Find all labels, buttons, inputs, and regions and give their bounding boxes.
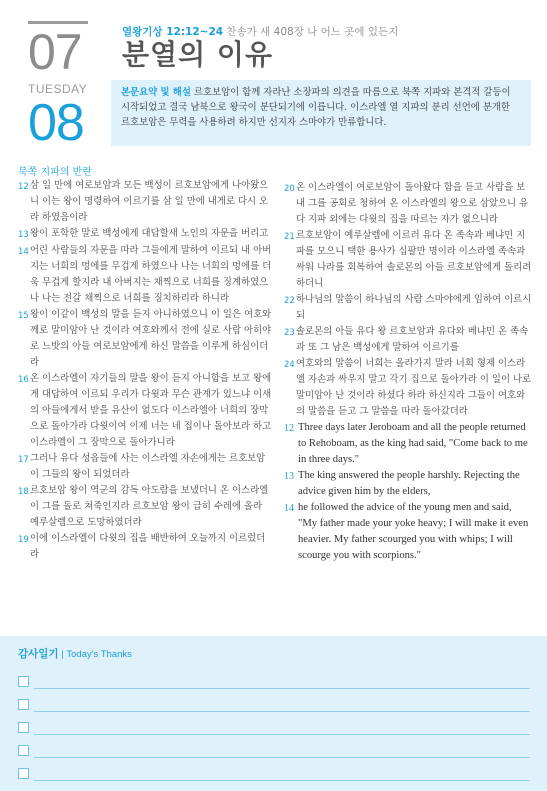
english-verse-text: The king answered the people harshly. Rejecting the advice given him by the elders,: [298, 470, 520, 497]
verse-text: 솔로몬의 아들 유다 왕 르호보암과 유다와 베냐민 온 족속과 또 그 남은 백성에게 말하여 이르기를: [296, 326, 529, 353]
verse-item: [18, 226, 272, 243]
verse-item: [284, 324, 532, 356]
verse-number: 18: [18, 487, 29, 497]
thanks-entry-row: [18, 676, 530, 690]
verse-text: 르호보암이 예루살렘에 이르러 유다 온 족속과 베냐민 지파를 모으니 택한 용사가 십팔만 명이라 이스라엘 족속과 싸워 나라를 회복하여 솔로몬의 아들 르호보암에게 돌리려 하더니: [296, 230, 532, 289]
thanks-write-line[interactable]: [34, 688, 530, 689]
verse-text: 여호와의 말씀이 너희는 올라가지 말라 너희 형제 이스라엘 자손과 싸우지 말고 각기 집으로 돌아가라 이 일이 나로 말미암아 난 것이라 하셨다 하라 하신지라 그들이 여호와의 말씀을 듣고 그 말씀을 따라 돌아갔더라: [296, 358, 532, 417]
thanks-write-line[interactable]: [34, 780, 530, 781]
verse-number: 14: [18, 247, 29, 257]
verse-item: [18, 243, 272, 307]
summary-label: 본문요약 및 해설: [121, 87, 191, 98]
verse-item: [18, 371, 272, 451]
thanks-checkbox[interactable]: [18, 676, 29, 687]
thanks-checkbox[interactable]: [18, 745, 29, 756]
reading-reference-line: [122, 24, 398, 39]
verse-number: 22: [284, 296, 295, 306]
verse-text: 르호보암 왕이 역군의 감독 아도람을 보냈더니 온 이스라엘이 그를 돌로 쳐죽인지라 르호보암 왕이 급히 수레에 올라 예루살렘으로 도망하였더라: [30, 485, 269, 528]
verse-text: 왕이 포학한 말로 백성에게 대답할새 노인의 자문을 버리고: [30, 228, 269, 239]
verse-text: 삼 일 만에 여로보암과 모든 백성이 르호보암에게 나아왔으니 이는 왕이 명령하여 이르기를 삼 일 만에 내게로 다시 오라 하였음이라: [30, 180, 269, 223]
summary-text: 르호보암이 함께 자라난 소장파의 의견을 따름으로 북쪽 지파와 본격적 갈등이 시작되었고 결국 남북으로 왕국이 분단되기에 이릅니다. 이스라엘 열 지파의 분리 선언에 분개한 르호보암은 무력을 사용하려 하지만 선지자 스마야가 만류합니다.: [121, 87, 511, 128]
verse-item: [18, 483, 272, 531]
verse-item: [18, 178, 272, 226]
section-title: 북쪽 지파의 반란: [18, 167, 92, 178]
page-title: 분열의 이유: [122, 38, 273, 71]
verse-text: 그러나 유다 성읍들에 사는 이스라엘 자손에게는 르호보암이 그들의 왕이 되었더라: [30, 453, 266, 480]
english-verse-text: Three days later Jeroboam and all the people returned to Rehoboam, as the king had said, "Come back to me in three days.": [298, 422, 528, 465]
verse-number: 12: [18, 182, 29, 192]
verse-item: [18, 531, 272, 563]
verse-number: 24: [284, 360, 295, 370]
verse-text: 어린 사람들의 자문을 따라 그들에게 말하여 이르되 내 아버지는 너희의 멍에를 무겁게 하였으나 나는 너희의 멍에를 더욱 무겁게 할지라 내 아버지는 채찍으로 너희를 징계하였으나 나는 전갈 채찍으로 너희를 징치하리라 하니라: [30, 245, 272, 304]
verse-item: [284, 292, 532, 324]
thanks-checkbox[interactable]: [18, 699, 29, 710]
verse-item: [284, 228, 532, 292]
thanks-checkbox[interactable]: [18, 768, 29, 779]
summary-box: [111, 80, 531, 146]
thanks-journal-panel: [0, 636, 547, 791]
verse-item: [284, 356, 532, 420]
hymn-reference: 찬송가 새 408장 나 어느 곳에 있든지: [226, 26, 399, 38]
english-verse-item: [284, 420, 532, 468]
thanks-entry-row: [18, 699, 530, 713]
verse-text: 왕이 이같이 백성의 말을 듣지 아니하였으니 이 일은 여호와께로 말미암아 난 것이라 여호와께서 전에 실로 사람 아히야로 느밧의 아들 여로보암에게 하신 말씀을 이루게 하심이더라: [30, 309, 272, 368]
verse-text: 하나님의 말씀이 하나님의 사람 스마야에게 임하여 이르시되: [296, 294, 532, 321]
verse-number: 15: [18, 311, 29, 321]
verse-text: 온 이스라엘이 여로보암이 돌아왔다 함을 듣고 사람을 보내 그를 공회로 청하여 온 이스라엘의 왕으로 삼았으니 유다 지파 외에는 다윗의 집을 따르는 자가 없으니라: [296, 182, 529, 225]
thanks-entry-row: [18, 722, 530, 736]
english-verse-item: [284, 468, 532, 500]
verse-text: 온 이스라엘이 자기들의 말을 왕이 듣지 아니함을 보고 왕에게 대답하여 이르되 우리가 다윗과 무슨 관계가 있느냐 이새의 아들에게서 받을 유산이 없도다 이스라엘아 너희의 장막으로 돌아가라 다윗이여 이제 너는 네 집이나 돌아보라 하고 이스라엘이 그 장막으로 돌아가니라: [30, 373, 272, 448]
thanks-title-ko: 감사일기: [18, 648, 59, 660]
scripture-reference[interactable]: 열왕기상 12:12~24: [122, 26, 224, 38]
verse-number: 14: [284, 503, 294, 514]
date-weekday: TUESDAY: [28, 82, 88, 96]
verse-number: 16: [18, 375, 29, 385]
english-verse-item: [284, 500, 532, 564]
verse-number: 17: [18, 455, 29, 465]
thanks-entry-row: [18, 745, 530, 759]
thanks-title: [18, 646, 132, 661]
verse-number: 19: [18, 535, 29, 545]
thanks-write-line[interactable]: [34, 734, 530, 735]
thanks-write-line[interactable]: [34, 711, 530, 712]
thanks-title-en: | Today's Thanks: [58, 649, 132, 660]
verse-number: 23: [284, 328, 295, 338]
verse-item: [18, 451, 272, 483]
verse-number: 20: [284, 184, 295, 194]
thanks-entry-row: [18, 768, 530, 782]
verse-item: [18, 307, 272, 371]
left-verse-column: [18, 178, 272, 563]
verse-number: 12: [284, 423, 294, 434]
date-month: 07: [28, 24, 82, 80]
verse-number: 13: [18, 230, 29, 240]
thanks-write-line[interactable]: [34, 757, 530, 758]
english-verse-text: he followed the advice of the young men and said, "My father made your yoke heavy; I will make it even heavier. My father scourged you with whips; I will scourge you with scorpions.": [298, 502, 529, 561]
date-day: 08: [28, 94, 84, 152]
verse-number: 21: [284, 232, 295, 242]
thanks-checkbox[interactable]: [18, 722, 29, 733]
verse-item: [284, 180, 532, 228]
verse-text: 이에 이스라엘이 다윗의 집을 배반하여 오늘까지 이르렀더라: [30, 533, 266, 560]
verse-number: 13: [284, 471, 294, 482]
right-verse-column: [284, 180, 532, 564]
